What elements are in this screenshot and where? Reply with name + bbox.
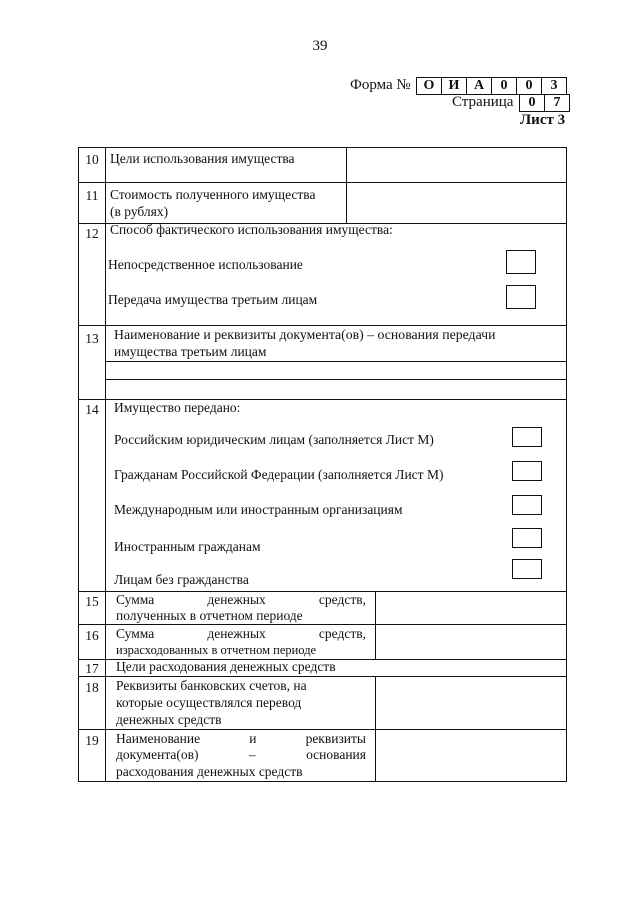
- row-14-title: Имущество передано:: [114, 400, 241, 415]
- row-13-label-line2: имущества третьим лицам: [114, 344, 267, 359]
- row-16-label-line2: израсходованных в отчетном периоде: [116, 643, 317, 657]
- row-number: 17: [85, 661, 99, 676]
- row-number: 11: [85, 188, 99, 203]
- checkbox-foreign-citizens[interactable]: [512, 528, 542, 548]
- row-number: 15: [85, 594, 99, 609]
- row-18-label-line3: денежных средств: [116, 712, 222, 727]
- form-number-label: Форма №: [350, 77, 411, 93]
- row-number: 19: [85, 733, 99, 748]
- row-13-label-line1: Наименование и реквизиты документа(ов) – основания передачи: [114, 327, 496, 342]
- form-number-cells: [417, 77, 567, 95]
- row-11-label-line2: (в рублях): [110, 204, 169, 219]
- form-table: [78, 147, 566, 782]
- row-15-word: Сумма: [116, 592, 155, 607]
- checkbox-international-orgs[interactable]: [512, 495, 542, 515]
- page-number: 39: [312, 38, 328, 54]
- sheet-label: Лист 3: [520, 112, 566, 128]
- form-cell: И: [441, 77, 467, 95]
- row-number: 16: [85, 628, 99, 643]
- page-cell: 0: [519, 94, 545, 112]
- row-14-option-russian-citizens: Гражданам Российской Федерации (заполняется Лист М): [114, 467, 444, 482]
- row-11-value-field[interactable]: [347, 183, 565, 223]
- row-19-word: документа(ов): [116, 747, 199, 762]
- row-19-label-line2: [116, 747, 366, 763]
- checkbox-russian-citizens[interactable]: [512, 461, 542, 481]
- row-15-label-line2: полученных в отчетном периоде: [116, 608, 303, 623]
- row-15-label-line1: [116, 592, 366, 608]
- page-cell: 7: [544, 94, 570, 112]
- row-14-option-stateless: Лицам без гражданства: [114, 572, 249, 587]
- row-14-option-foreign-citizens: Иностранным гражданам: [114, 539, 261, 554]
- row-number: 13: [85, 331, 99, 346]
- form-cell: А: [466, 77, 492, 95]
- form-cell: О: [416, 77, 442, 95]
- row-19-value-field[interactable]: [376, 730, 565, 781]
- row-15-value-field[interactable]: [376, 592, 565, 624]
- form-cell: 3: [541, 77, 567, 95]
- checkbox-direct-use[interactable]: [506, 250, 536, 274]
- checkbox-stateless[interactable]: [512, 559, 542, 579]
- row-16-value-field[interactable]: [376, 625, 565, 659]
- row-15-word: средств,: [318, 592, 366, 607]
- form-cell: 0: [491, 77, 517, 95]
- form-cell: 0: [516, 77, 542, 95]
- row-number: 10: [85, 152, 99, 167]
- row-12-option-direct-use: Непосредственное использование: [108, 257, 303, 272]
- checkbox-russian-legal-entities[interactable]: [512, 427, 542, 447]
- row-12-option-transfer: Передача имущества третьим лицам: [108, 292, 318, 307]
- checkbox-transfer-third-parties[interactable]: [506, 285, 536, 309]
- page-cells: [520, 94, 570, 112]
- row-19-word: –: [248, 747, 256, 762]
- row-12-title: Способ фактического использования имущества:: [110, 222, 393, 237]
- row-14-option-international-orgs: Международным или иностранным организациям: [114, 502, 403, 517]
- row-16-label-line1: [116, 626, 366, 642]
- row-16-word: денежных: [207, 626, 266, 641]
- row-18-label-line2: которые осуществлялся перевод: [116, 695, 302, 710]
- row-18-value-field[interactable]: [376, 677, 565, 729]
- row-19-word: и: [249, 731, 257, 746]
- row-15-word: денежных: [207, 592, 266, 607]
- row-16-word: Сумма: [116, 626, 155, 641]
- row-17-label: Цели расходования денежных средств: [116, 659, 336, 674]
- row-19-word: Наименование: [116, 731, 201, 746]
- row-19-word: основания: [306, 747, 366, 762]
- row-11-label-line1: Стоимость полученного имущества: [110, 187, 316, 202]
- row-16-word: средств,: [318, 626, 366, 641]
- row-10-label: Цели использования имущества: [110, 151, 295, 166]
- row-10-value-field[interactable]: [347, 148, 565, 182]
- row-number: 12: [85, 226, 99, 241]
- row-19-label-line3: расходования денежных средств: [116, 764, 303, 779]
- row-19-word: реквизиты: [305, 731, 366, 746]
- row-14-option-russian-legal-entities: Российским юридическим лицам (заполняется Лист М): [114, 432, 434, 447]
- row-13-value-field[interactable]: [106, 362, 566, 379]
- page-label: Страница: [452, 94, 514, 110]
- row-19-label-line1: [116, 731, 366, 747]
- row-18-label-line1: Реквизиты банковских счетов, на: [116, 678, 307, 693]
- row-number: 14: [85, 402, 99, 417]
- row-number: 18: [85, 680, 99, 695]
